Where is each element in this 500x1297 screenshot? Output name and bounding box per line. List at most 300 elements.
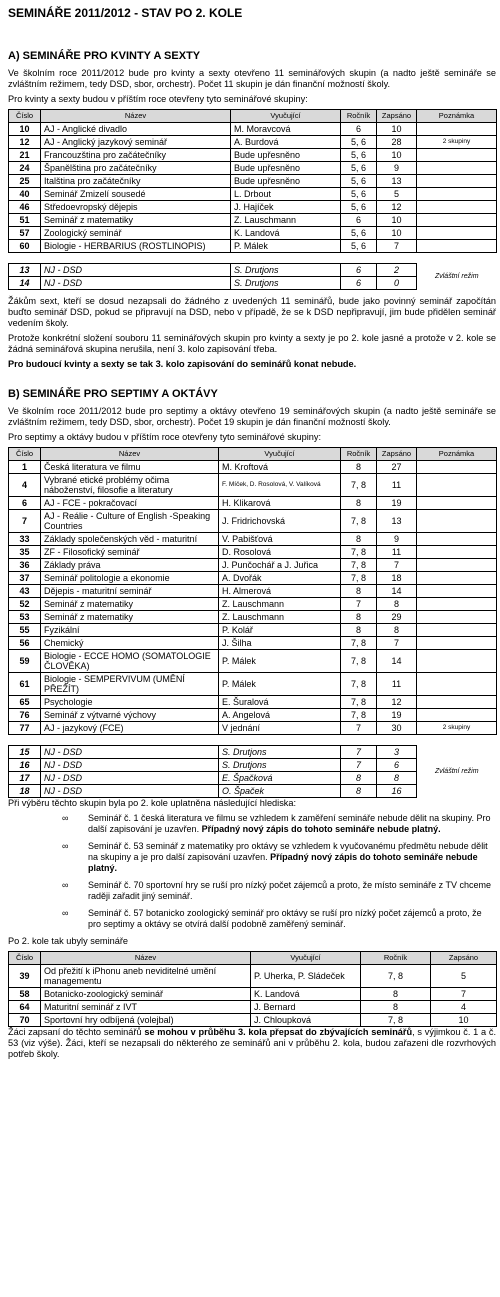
seminar-count: 7 [377,637,417,650]
seminar-count: 12 [377,696,417,709]
table-row [9,546,497,559]
seminar-teacher: V jednání [219,722,341,735]
table-row [9,965,497,988]
seminar-name: AJ - Anglické divadlo [41,123,231,136]
seminar-teacher: J. Chloupková [251,1014,361,1027]
table-row [9,497,497,510]
table-row [9,624,497,637]
seminar-number: 59 [9,650,41,673]
column-header: Zapsáno [431,952,497,965]
seminar-teacher: O. Špaček [219,785,341,798]
seminar-count: 9 [377,162,417,175]
table-row [9,1001,497,1014]
seminar-note [417,611,497,624]
seminar-teacher: J. Šilha [219,637,341,650]
column-header: Zapsáno [377,110,417,123]
seminar-count: 8 [377,624,417,637]
seminar-year: 8 [341,461,377,474]
table-row [9,175,497,188]
criteria-item [8,880,496,902]
seminar-count: 11 [377,673,417,696]
section-a-intro: Ve školním roce 2011/2012 bude pro kvinty a sexty otevřeno 11 seminářových skupin (a nadto ještě semináře se zvláštním režimem, tedy DSD, sbor, orchestr). Počet 11 skupin je dán finanční možností školy. [8,68,496,89]
seminar-note [417,572,497,585]
seminar-year: 8 [361,1001,431,1014]
seminar-count: 11 [377,474,417,497]
seminar-number: 4 [9,474,41,497]
seminar-number: 17 [9,772,41,785]
seminar-note [417,149,497,162]
seminar-teacher: A. Angelová [219,709,341,722]
seminar-number: 12 [9,136,41,149]
seminar-teacher: V. Pabišťová [219,533,341,546]
seminar-note [417,175,497,188]
seminar-teacher: P. Kolář [219,624,341,637]
page-title: SEMINÁŘE 2011/2012 - STAV PO 2. KOLE [8,6,243,20]
infinity-bullet-icon: ∞ [62,813,69,823]
section-b-lead: Pro septimy a oktávy budou v příštím roce otevřeny tyto seminářové skupiny: [8,432,322,442]
criteria-bold-text: Případný nový zápis do tohoto semináře nebude platný. [201,824,441,834]
table-row [9,559,497,572]
seminar-year: 7, 8 [341,673,377,696]
criteria-item [8,908,496,930]
seminar-year: 7, 8 [341,709,377,722]
column-header: Vyučující [251,952,361,965]
seminar-year: 6 [341,123,377,136]
column-header: Číslo [9,952,41,965]
seminar-note [417,162,497,175]
seminar-note [417,214,497,227]
column-header: Číslo [9,448,41,461]
seminar-note [417,461,497,474]
seminar-name: AJ - Anglický jazykový seminář [41,136,231,149]
seminar-number: 60 [9,240,41,253]
seminar-teacher: M. Kroftová [219,461,341,474]
section-b-heading: B) SEMINÁŘE PRO SEPTIMY A OKTÁVY [8,388,218,400]
seminar-count: 16 [377,785,417,798]
seminar-count: 13 [377,510,417,533]
seminar-year: 8 [341,785,377,798]
seminar-teacher: Z. Lauschmann [219,598,341,611]
seminar-name: Seminář politologie a ekonomie [41,572,219,585]
seminar-note [417,188,497,201]
seminar-note [417,624,497,637]
seminar-number: 36 [9,559,41,572]
seminar-name: Biologie - SEMPERVIVUM (UMĚNÍ PŘEŽÍT) [41,673,219,696]
column-header: Vyučující [219,448,341,461]
criteria-text: Seminář č. 57 botanicko zoologický seminář pro oktávy se ruší pro nízký počet zájemců a proto, že pro septimy a oktávy se otvírá další podobně zaměřený seminář. [88,908,482,929]
seminar-note [417,497,497,510]
table-header-row [9,110,497,123]
seminar-name: ZF - Filosofický seminář [41,546,219,559]
seminar-teacher: K. Landová [251,988,361,1001]
seminar-number: 55 [9,624,41,637]
section-b-intro: Ve školním roce 2011/2012 bude pro septimy a oktávy otevřeno 19 seminářových skupin (a nadto ještě semináře se zvláštním režimem, tedy DSD, sbor, orchestr). Počet 19 skupin je dán finanční možností školy. [8,406,496,427]
seminar-teacher: P. Málek [219,650,341,673]
seminar-year: 7, 8 [341,546,377,559]
seminar-number: 70 [9,1014,41,1027]
seminar-count: 9 [377,533,417,546]
seminar-note [417,585,497,598]
seminar-year: 7, 8 [341,650,377,673]
seminar-name: Maturitní seminář z IVT [41,1001,251,1014]
seminar-number: 53 [9,611,41,624]
seminar-year: 6 [341,277,377,290]
seminar-number: 57 [9,227,41,240]
seminar-count: 7 [377,240,417,253]
seminar-year: 5, 6 [341,149,377,162]
seminar-year: 7 [341,746,377,759]
seminar-year: 5, 6 [341,227,377,240]
seminar-year: 5, 6 [341,201,377,214]
seminar-teacher: Z. Lauschmann [231,214,341,227]
seminar-teacher: F. Míček, D. Rosolová, V. Valíková [219,474,341,497]
table-row [9,136,497,149]
seminar-name: Botanicko-zoologický seminář [41,988,251,1001]
seminar-year: 7, 8 [341,572,377,585]
seminar-year: 7, 8 [341,696,377,709]
column-header: Poznámka [417,110,497,123]
table-row [9,188,497,201]
seminar-number: 6 [9,497,41,510]
seminar-name: Sportovní hry odbíjená (volejbal) [41,1014,251,1027]
table-row [9,240,497,253]
seminar-name: NJ - DSD [41,277,231,290]
table-row [9,461,497,474]
seminar-name: Seminář z matematiky [41,611,219,624]
seminar-note [417,598,497,611]
seminar-number: 25 [9,175,41,188]
section-b-cancelled-lead: Po 2. kole tak ubyly semináře [8,936,129,946]
table-header-row [9,448,497,461]
seminar-count: 7 [431,988,497,1001]
seminar-note [417,474,497,497]
seminar-name: Seminář z výtvarné výchovy [41,709,219,722]
seminar-note: 2 skupiny [417,722,497,735]
seminar-teacher: M. Moravcová [231,123,341,136]
table-row [9,696,497,709]
seminar-note: 2 skupiny [417,136,497,149]
seminar-number: 39 [9,965,41,988]
seminars-b-table [8,447,497,735]
table-row [9,637,497,650]
table-row [9,162,497,175]
seminar-count: 3 [377,746,417,759]
seminar-count: 8 [377,598,417,611]
seminar-name: NJ - DSD [41,759,219,772]
seminar-note [417,650,497,673]
seminar-year: 8 [341,624,377,637]
section-a-conclusion: Pro budoucí kvinty a sexty se tak 3. kolo zapisování do seminářů konat nebude. [8,359,357,369]
seminar-teacher: S. Drutjons [231,264,341,277]
table-row [9,474,497,497]
seminar-year: 5, 6 [341,136,377,149]
seminar-teacher: J. Punčochář a J. Juřica [219,559,341,572]
seminar-teacher: P. Uherka, P. Sládeček [251,965,361,988]
seminar-number: 18 [9,785,41,798]
seminar-name: Seminář z matematiky [41,214,231,227]
seminar-note [417,559,497,572]
seminar-note [417,709,497,722]
column-header: Ročník [341,448,377,461]
seminar-number: 61 [9,673,41,696]
seminar-note [417,533,497,546]
seminar-teacher: L. Drbout [231,188,341,201]
section-a-lead: Pro kvinty a sexty budou v příštím roce otevřeny tyto seminářové skupiny: [8,94,308,104]
criteria-text: Seminář č. 1 česká literatura ve filmu se vzhledem k zaměření semináře nebude dělit na skupiny. Pro další zapisování je uzavřen. [88,813,491,834]
criteria-bold-text: Případný nový zápis do tohoto semináře nebude platný. [88,852,478,873]
seminar-year: 5, 6 [341,175,377,188]
seminar-count: 10 [377,227,417,240]
dsd-b-table [8,745,497,798]
seminar-teacher: H. Klikarová [219,497,341,510]
dsd-note: Zvláštní režim [434,767,479,775]
seminar-name: Italština pro začátečníky [41,175,231,188]
seminar-name: Základy společenských věd - maturitní [41,533,219,546]
seminar-year: 8 [361,988,431,1001]
seminar-note [417,673,497,696]
seminar-name: Fyzikální [41,624,219,637]
column-header: Název [41,952,251,965]
seminar-year: 7 [341,598,377,611]
seminar-count: 10 [377,123,417,136]
table-row [9,1014,497,1027]
seminar-count: 7 [377,559,417,572]
table-row [9,214,497,227]
seminar-year: 7, 8 [341,510,377,533]
seminar-name: Zoologický seminář [41,227,231,240]
dsd-note: Zvláštní režim [434,272,479,280]
table-row [9,227,497,240]
seminar-year: 8 [341,611,377,624]
seminar-year: 7, 8 [341,637,377,650]
seminar-number: 64 [9,1001,41,1014]
seminar-teacher: S. Drutjons [231,277,341,290]
seminar-number: 46 [9,201,41,214]
seminar-name: Biologie - ECCE HOMO (SOMATOLOGIE ČLOVĚKA) [41,650,219,673]
seminar-number: 14 [9,277,41,290]
conclusion-text-c: , s výjimkou č. 1 a č. 53 (viz výše). Žáci, kteří se nezapsali do některého ze seminářů ani v průběhu 2. kola, budou zařazeni dle rozvrhových potřeb školy. [8,1027,497,1059]
seminar-year: 7, 8 [341,474,377,497]
seminar-year: 7, 8 [361,965,431,988]
conclusion-text-a: Žáci zapsaní do těchto seminářů [8,1027,145,1037]
dsd-row [9,264,497,277]
table-row [9,709,497,722]
seminar-year: 8 [341,533,377,546]
seminar-teacher: Z. Lauschmann [219,611,341,624]
seminar-name: Seminář z matematiky [41,598,219,611]
seminar-number: 10 [9,123,41,136]
seminar-note [417,637,497,650]
section-a-paragraph-3: Žákům sext, kteří se dosud nezapsali do žádného z uvedených 11 seminářů, bude jako povinný seminář započítán buďto seminář DSD, pokud se připravují na DSD, nebo v případě, že se k DSD nepřipravují, jim bude přidělen seminář vedením školy. [8,296,496,328]
seminar-name: AJ - FCE - pokračovací [41,497,219,510]
seminar-count: 28 [377,136,417,149]
seminar-teacher: J. Fridrichovská [219,510,341,533]
seminar-name: Dějepis - maturitní seminář [41,585,219,598]
seminar-teacher: A. Burdová [231,136,341,149]
table-row [9,598,497,611]
seminar-count: 14 [377,585,417,598]
seminar-number: 7 [9,510,41,533]
seminar-count: 4 [431,1001,497,1014]
seminar-count: 5 [377,188,417,201]
table-row [9,201,497,214]
seminar-year: 6 [341,214,377,227]
seminar-count: 10 [431,1014,497,1027]
seminar-number: 76 [9,709,41,722]
seminar-year: 7 [341,759,377,772]
seminar-number: 56 [9,637,41,650]
seminar-number: 51 [9,214,41,227]
seminar-note [417,240,497,253]
seminar-teacher: Bude upřesněno [231,175,341,188]
seminar-name: Psychologie [41,696,219,709]
criteria-item [8,841,496,874]
table-row [9,722,497,735]
seminar-teacher: J. Bernard [251,1001,361,1014]
infinity-bullet-icon: ∞ [62,841,69,851]
seminar-name: Česká literatura ve filmu [41,461,219,474]
seminar-name: AJ - Reálie - Culture of English -Speaking Countries [41,510,219,533]
seminar-name: Seminář Zmizelí sousedé [41,188,231,201]
criteria-list [8,813,496,930]
seminar-teacher: E. Špačková [219,772,341,785]
seminar-note [417,201,497,214]
seminar-count: 11 [377,546,417,559]
column-header: Poznámka [417,448,497,461]
table-row [9,533,497,546]
seminar-count: 5 [431,965,497,988]
column-header: Zapsáno [377,448,417,461]
table-header-row [9,952,497,965]
seminar-year: 5, 6 [341,188,377,201]
seminar-count: 27 [377,461,417,474]
seminar-teacher: K. Landová [231,227,341,240]
seminar-number: 21 [9,149,41,162]
criteria-item [8,813,496,835]
seminar-count: 19 [377,497,417,510]
seminar-note [417,546,497,559]
cancelled-table [8,951,497,1027]
seminar-year: 7, 8 [341,559,377,572]
seminar-year: 8 [341,585,377,598]
section-b-conclusion [8,1027,496,1060]
seminar-count: 30 [377,722,417,735]
seminar-name: Španělština pro začátečníky [41,162,231,175]
seminar-number: 15 [9,746,41,759]
seminar-year: 7 [341,722,377,735]
seminar-count: 18 [377,572,417,585]
seminar-note [417,227,497,240]
table-row [9,149,497,162]
seminar-teacher: A. Dvořák [219,572,341,585]
infinity-bullet-icon: ∞ [62,908,69,918]
seminar-count: 19 [377,709,417,722]
seminar-teacher: J. Hajíček [231,201,341,214]
seminar-count: 12 [377,201,417,214]
seminar-count: 10 [377,149,417,162]
seminar-name: Vybrané etické problémy očima náboženství, filosofie a literatury [41,474,219,497]
seminars-a-table [8,109,497,253]
seminar-name: NJ - DSD [41,785,219,798]
seminar-teacher: S. Drutjons [219,746,341,759]
seminar-year: 7, 8 [361,1014,431,1027]
seminar-teacher: P. Málek [231,240,341,253]
seminar-count: 0 [377,277,417,290]
infinity-bullet-icon: ∞ [62,880,69,890]
seminar-name: NJ - DSD [41,772,219,785]
seminar-year: 5, 6 [341,240,377,253]
seminar-teacher: D. Rosolová [219,546,341,559]
seminar-note [417,696,497,709]
seminar-name: NJ - DSD [41,264,231,277]
column-header: Číslo [9,110,41,123]
seminar-name: Chemický [41,637,219,650]
seminar-count: 14 [377,650,417,673]
seminar-number: 52 [9,598,41,611]
column-header: Název [41,448,219,461]
seminar-name: Od přežití k iPhonu aneb neviditelné umění managementu [41,965,251,988]
column-header: Ročník [341,110,377,123]
seminar-number: 40 [9,188,41,201]
dsd-row [9,746,497,759]
section-a-heading: A) SEMINÁŘE PRO KVINTY A SEXTY [8,50,201,62]
seminar-name: Francouzština pro začátečníky [41,149,231,162]
seminar-teacher: Bude upřesněno [231,162,341,175]
table-row [9,673,497,696]
seminar-count: 29 [377,611,417,624]
criteria-text: Seminář č. 70 sportovní hry se ruší pro nízký počet zájemců a proto, že místo semináře z TV chceme raději zařadit jiný seminář. [88,880,492,901]
seminar-year: 8 [341,497,377,510]
seminar-count: 8 [377,772,417,785]
seminar-number: 33 [9,533,41,546]
conclusion-text-bold: se mohou v průběhu 3. kola přepsat do zbývajících seminářů [144,1027,413,1037]
seminar-year: 6 [341,264,377,277]
seminar-teacher: P. Málek [219,673,341,696]
table-row [9,988,497,1001]
column-header: Ročník [361,952,431,965]
seminar-count: 6 [377,759,417,772]
seminar-number: 16 [9,759,41,772]
seminar-count: 10 [377,214,417,227]
table-row [9,572,497,585]
seminar-number: 35 [9,546,41,559]
table-row [9,611,497,624]
seminar-count: 2 [377,264,417,277]
section-b-criteria-lead: Při výběru těchto skupin byla po 2. kole uplatněna následující hlediska: [8,798,297,808]
section-a-paragraph-4: Protože konkrétní složení souboru 11 seminářových skupin pro kvinty a sexty je po 2. kole jasné a protože v 2. kole se žádná seminářová skupina nerušila, není 3. kolo zapisování třeba. [8,333,496,354]
table-row [9,650,497,673]
document [8,6,496,1064]
seminar-number: 77 [9,722,41,735]
seminar-number: 37 [9,572,41,585]
seminar-name: AJ - jazykový (FCE) [41,722,219,735]
seminar-teacher: E. Šuralová [219,696,341,709]
seminar-number: 24 [9,162,41,175]
seminar-name: Středoevropský dějepis [41,201,231,214]
seminar-number: 43 [9,585,41,598]
criteria-text: Seminář č. 53 seminář z matematiky pro oktávy se vzhledem k vyučovanému předmětu nebude dělit na skupiny a je pro další zapisování uzavřen. [88,841,488,862]
table-row [9,585,497,598]
seminar-count: 13 [377,175,417,188]
seminar-teacher: S. Drutjons [219,759,341,772]
seminar-number: 1 [9,461,41,474]
seminar-year: 8 [341,772,377,785]
seminar-number: 58 [9,988,41,1001]
seminar-note [417,510,497,533]
seminar-number: 65 [9,696,41,709]
column-header: Vyučující [231,110,341,123]
seminar-note [417,123,497,136]
